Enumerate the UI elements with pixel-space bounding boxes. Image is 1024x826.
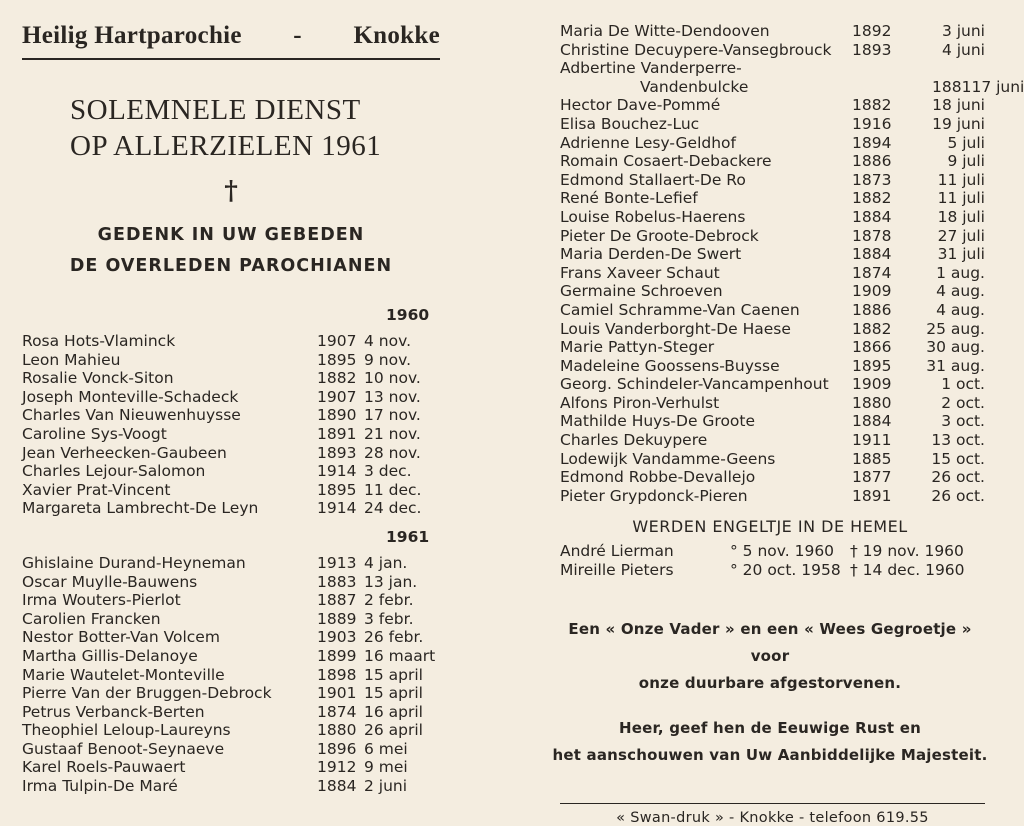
entry-name: Maria Derden-De Swert (560, 245, 742, 264)
entry-name: Pierre Van der Bruggen-Debrock (22, 684, 272, 703)
list-item (22, 425, 442, 444)
birth-year: 1882 (852, 96, 892, 115)
birth-year: 1884 (317, 777, 357, 796)
birth-year: 1874 (852, 263, 892, 282)
birth-year: 1907 (317, 387, 357, 406)
entry-name: Hector Dave-Pommé (560, 96, 721, 115)
list-item (22, 758, 442, 777)
birth-year: 1885 (852, 449, 892, 468)
death-date: 9 juli (947, 152, 985, 171)
birth-year: 1898 (317, 665, 357, 684)
angel-born: ° 5 nov. 1960 (730, 542, 835, 561)
birth-year: 1891 (852, 486, 892, 505)
prayer-request (550, 616, 990, 697)
death-date: 26 oct. (931, 468, 985, 487)
prayer-request-line-2: onze duurbare afgestorvenen. (638, 674, 902, 693)
entry-name: René Bonte-Lefief (560, 189, 698, 208)
list-item (22, 647, 442, 666)
title-line-1: SOLEMNELE DIENST (70, 94, 361, 126)
angel-name: Mireille Pieters (560, 561, 674, 580)
birth-year: 1877 (852, 468, 892, 487)
entry-name: Nestor Botter-Van Volcem (22, 628, 220, 647)
list-item (560, 357, 985, 376)
birth-year: 1911 (852, 431, 892, 450)
birth-year: 1886 (852, 152, 892, 171)
list-item (22, 406, 442, 425)
death-date: 1 aug. (936, 263, 985, 282)
entry-name: Mathilde Huys-De Groote (560, 412, 756, 431)
birth-year: 1916 (852, 114, 892, 133)
list-item (560, 394, 985, 413)
entry-name: Oscar Muylle-Bauwens (22, 572, 198, 591)
birth-year: 1890 (317, 406, 357, 425)
death-date: 3 dec. (364, 462, 412, 481)
entry-name: Christine Decuypere-Vansegbrouck (560, 40, 832, 59)
list-item (22, 462, 442, 481)
list-item (22, 573, 442, 592)
entry-name: Charles Van Nieuwenhuysse (22, 406, 241, 425)
angel-row (560, 542, 985, 561)
year-heading-1960: 1960 (386, 306, 430, 324)
birth-year: 1913 (317, 553, 357, 572)
death-date: 2 juni (364, 777, 408, 796)
closing-prayer (550, 715, 990, 769)
entry-name: Jean Verheecken-Gaubeen (22, 443, 227, 462)
list-item (22, 628, 442, 647)
entry-name: Irma Tulpin-De Maré (22, 777, 178, 796)
birth-year: 1884 (852, 207, 892, 226)
list-1961 (22, 554, 442, 796)
right-column (552, 22, 1024, 826)
list-item (22, 369, 442, 388)
death-date: 10 nov. (364, 369, 421, 388)
cross-icon: † (224, 176, 238, 206)
birth-year: 1895 (317, 350, 357, 369)
death-date: 3 febr. (364, 609, 414, 628)
birth-year: 1895 (852, 356, 892, 375)
angel-died: † 19 nov. 1960 (850, 542, 964, 561)
list-item (22, 499, 442, 518)
death-date: 11 juli (937, 170, 985, 189)
list-item (560, 115, 985, 134)
entry-name: Louise Robelus-Haerens (560, 207, 746, 226)
death-date: 4 jan. (364, 553, 408, 572)
birth-year: 1884 (852, 245, 892, 264)
entry-name: Irma Wouters-Pierlot (22, 591, 181, 610)
death-date: 24 dec. (364, 499, 422, 518)
birth-year: 1901 (317, 684, 357, 703)
angel-name: André Lierman (560, 542, 674, 561)
death-date: 26 oct. (931, 486, 985, 505)
death-date: 3 juni (941, 22, 985, 40)
entry-name: Carolien Francken (22, 609, 161, 628)
list-item (22, 444, 442, 463)
page-title (70, 92, 442, 164)
year-heading-1961: 1961 (386, 527, 430, 546)
birth-year: 1903 (317, 628, 357, 647)
list-item (560, 264, 985, 283)
death-date: 16 april (364, 702, 423, 721)
printer-footer: « Swan-druk » - Knokke - telefoon 619.55 (616, 810, 929, 826)
entry-name: Marie Wautelet-Monteville (22, 665, 225, 684)
birth-year: 1892 (852, 22, 892, 40)
birth-year: 1893 (317, 443, 357, 462)
list-right-top (560, 22, 985, 59)
entry-name: Maria De Witte-Dendooven (560, 22, 770, 40)
angels-heading: WERDEN ENGELTJE IN DE HEMEL (632, 517, 908, 537)
closing-prayer-line-2: het aanschouwen van Uw Aanbiddelijke Majesteit. (552, 746, 988, 765)
birth-year: 1886 (852, 300, 892, 319)
list-1960 (22, 332, 442, 518)
death-date: 26 april (364, 721, 423, 740)
entry-name: Camiel Schramme-Van Caenen (560, 300, 800, 319)
list-item (560, 320, 985, 339)
birth-year: 1895 (317, 480, 357, 499)
death-date: 18 juni (932, 96, 985, 115)
list-item (22, 610, 442, 629)
entry-name: Ghislaine Durand-Heyneman (22, 553, 246, 572)
angels-list (560, 542, 985, 580)
list-item (22, 684, 442, 703)
death-date: 2 febr. (364, 591, 414, 610)
birth-year: 1899 (317, 646, 357, 665)
death-date: 4 nov. (364, 332, 411, 350)
death-date: 25 aug. (926, 319, 985, 338)
entry-name: Caroline Sys-Voogt (22, 424, 167, 443)
birth-year: 1894 (852, 133, 892, 152)
death-date: 11 juli (937, 189, 985, 208)
death-date: 13 nov. (364, 387, 421, 406)
list-right-bottom (560, 96, 985, 505)
death-date: 28 nov. (364, 443, 421, 462)
subtitle-line-2: DE OVERLEDEN PAROCHIANEN (69, 256, 393, 276)
list-item (22, 351, 442, 370)
death-date: 27 juli (937, 226, 985, 245)
subtitle (22, 220, 440, 282)
entry-name: Lodewijk Vandamme-Geens (560, 449, 776, 468)
angel-row (560, 561, 985, 580)
death-date: 4 aug. (936, 300, 985, 319)
closing-prayer-line-1: Heer, geef hen de Eeuwige Rust en (619, 719, 921, 738)
list-item (22, 591, 442, 610)
entry-name: Xavier Prat-Vincent (22, 480, 171, 499)
entry-name-line-1: Adbertine Vanderperre- (560, 59, 742, 78)
list-item (560, 59, 1024, 96)
birth-year: 1909 (852, 282, 892, 301)
birth-year: 1907 (317, 332, 357, 350)
entry-name: Rosalie Vonck-Siton (22, 369, 174, 388)
entry-name: Romain Cosaert-Debackere (560, 152, 772, 171)
list-item (560, 41, 985, 60)
list-item (22, 388, 442, 407)
entry-name: Petrus Verbanck-Berten (22, 702, 205, 721)
list-item (22, 777, 442, 796)
entry-name: Georg. Schindeler-Vancampenhout (560, 375, 829, 394)
list-item (560, 431, 985, 450)
birth-year: 1914 (317, 499, 357, 518)
entry-name: Leon Mahieu (22, 350, 121, 369)
death-date: 13 oct. (931, 431, 985, 450)
entry-name: Margareta Lambrecht-De Leyn (22, 499, 259, 518)
entry-name: Rosa Hots-Vlaminck (22, 332, 176, 350)
death-date: 31 aug. (926, 356, 985, 375)
birth-year: 1882 (852, 319, 892, 338)
list-item (560, 245, 985, 264)
birth-year: 1882 (852, 189, 892, 208)
list-item (560, 412, 985, 431)
birth-year: 1873 (852, 170, 892, 189)
entry-name-line-2: Vandenbulcke (640, 77, 749, 96)
list-item (560, 134, 985, 153)
death-date: 30 aug. (926, 338, 985, 357)
angel-died: † 14 dec. 1960 (850, 561, 965, 580)
death-date: 17 juni (971, 77, 1024, 96)
death-date: 16 maart (364, 646, 436, 665)
parish-name: Heilig Hartparochie (22, 22, 242, 49)
angel-born: ° 20 oct. 1958 (730, 561, 841, 580)
birth-year: 1891 (317, 424, 357, 443)
entry-name: Theophiel Leloup-Laureyns (22, 721, 231, 740)
entry-name: Madeleine Goossens-Buysse (560, 356, 780, 375)
birth-year: 1883 (317, 572, 357, 591)
death-date: 11 dec. (364, 480, 422, 499)
death-date: 4 aug. (936, 282, 985, 301)
birth-year: 1909 (852, 375, 892, 394)
death-date: 15 april (364, 684, 423, 703)
entry-name: Pieter De Groote-Debrock (560, 226, 759, 245)
list-item (560, 22, 985, 41)
list-item (560, 487, 985, 506)
death-date: 9 nov. (364, 350, 411, 369)
entry-name: Marie Pattyn-Steger (560, 338, 715, 357)
birth-year: 1880 (317, 721, 357, 740)
entry-name: Adrienne Lesy-Geldhof (560, 133, 736, 152)
birth-year: 1889 (317, 609, 357, 628)
death-date: 9 mei (364, 758, 408, 777)
entry-name: Martha Gillis-Delanoye (22, 646, 198, 665)
death-date: 26 febr. (364, 628, 424, 647)
list-item (560, 227, 985, 246)
list-item (560, 338, 985, 357)
header-dash: - (293, 22, 302, 49)
birth-year: 1887 (317, 591, 357, 610)
list-item (560, 450, 985, 469)
list-item (560, 171, 985, 190)
list-item (560, 96, 985, 115)
birth-year: 1912 (317, 758, 357, 777)
birth-year: 1893 (852, 40, 892, 59)
list-item (22, 481, 442, 500)
death-date: 21 nov. (364, 424, 421, 443)
entry-name: Charles Dekuypere (560, 431, 708, 450)
list-item (22, 554, 442, 573)
prayer-request-line-1: Een « Onze Vader » en een « Wees Gegroetje » voor (568, 620, 972, 666)
death-date: 18 juli (937, 207, 985, 226)
entry-name: Pieter Grypdonck-Pieren (560, 486, 748, 505)
list-item (22, 721, 442, 740)
entry-name: Louis Vanderborght-De Haese (560, 319, 791, 338)
list-item (560, 468, 985, 487)
list-item (22, 332, 442, 351)
death-date: 5 juli (947, 133, 985, 152)
death-date: 17 nov. (364, 406, 421, 425)
death-date: 4 juni (941, 40, 985, 59)
death-date: 3 oct. (941, 412, 985, 431)
entry-name: Elisa Bouchez-Luc (560, 114, 700, 133)
subtitle-line-1: GEDENK IN UW GEBEDEN (97, 225, 365, 245)
death-date: 31 juli (937, 245, 985, 264)
entry-name: Alfons Piron-Verhulst (560, 393, 720, 412)
list-item (560, 189, 985, 208)
death-date: 2 oct. (941, 393, 985, 412)
death-date: 13 jan. (364, 572, 418, 591)
title-line-2: OP ALLERZIELEN 1961 (70, 130, 382, 162)
death-date: 15 april (364, 665, 423, 684)
death-date: 6 mei (364, 739, 408, 758)
entry-name: Joseph Monteville-Schadeck (22, 387, 239, 406)
birth-year: 1874 (317, 702, 357, 721)
entry-name: Gustaaf Benoot-Seynaeve (22, 739, 225, 758)
left-column (22, 22, 442, 796)
birth-year: 1882 (317, 369, 357, 388)
footer-divider (560, 803, 985, 804)
birth-year: 1881 (932, 77, 972, 96)
entry-row (560, 77, 1024, 97)
death-date: 19 juni (932, 114, 985, 133)
town-name: Knokke (353, 22, 440, 49)
birth-year: 1866 (852, 338, 892, 357)
birth-year: 1880 (852, 393, 892, 412)
list-item (560, 282, 985, 301)
entry-name: Frans Xaveer Schaut (560, 263, 720, 282)
birth-year: 1914 (317, 462, 357, 481)
list-item (560, 301, 985, 320)
list-item (22, 703, 442, 722)
entry-name: Karel Roels-Pauwaert (22, 758, 186, 777)
birth-year: 1896 (317, 739, 357, 758)
death-date: 1 oct. (941, 375, 985, 394)
list-item (22, 666, 442, 685)
entry-name: Edmond Stallaert-De Ro (560, 170, 746, 189)
entry-name: Charles Lejour-Salomon (22, 462, 206, 481)
entry-name: Edmond Robbe-Devallejo (560, 468, 756, 487)
entry-name: Germaine Schroeven (560, 282, 723, 301)
parish-header (22, 22, 440, 60)
list-item (560, 152, 985, 171)
list-item (560, 208, 985, 227)
list-item (560, 375, 985, 394)
birth-year: 1884 (852, 412, 892, 431)
list-item (22, 740, 442, 759)
death-date: 15 oct. (931, 449, 985, 468)
birth-year: 1878 (852, 226, 892, 245)
